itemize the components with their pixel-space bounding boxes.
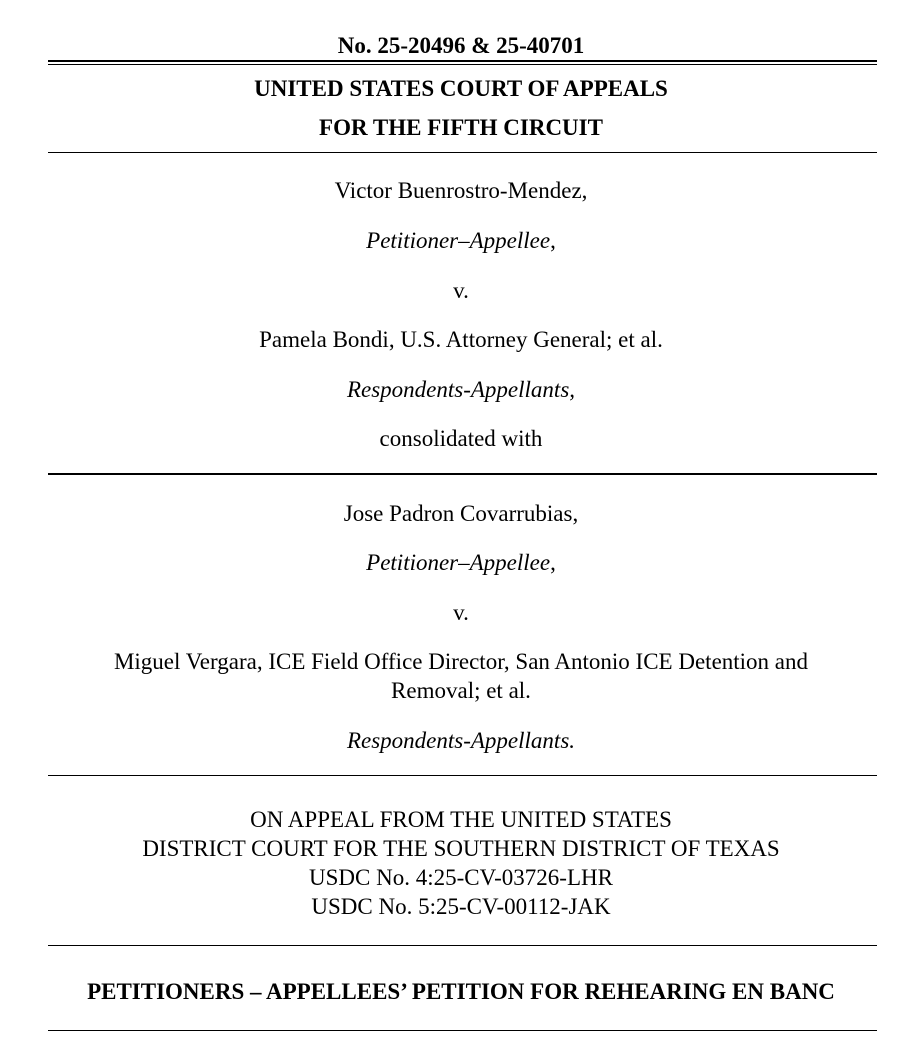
case1-petitioner-name: Victor Buenrostro-Mendez,	[334, 178, 588, 203]
case1-versus: v.	[453, 278, 469, 303]
case1-respondent-role: Respondents-Appellants,	[346, 377, 576, 402]
parties-rule	[48, 775, 877, 776]
case2-respondent-name-line2: Removal; et al.	[391, 678, 531, 703]
case1-petitioner-role	[0, 227, 922, 255]
consolidation-rule	[48, 473, 877, 475]
header-double-rule-bottom	[48, 64, 877, 65]
case2-petitioner-name: Jose Padron Covarrubias,	[343, 501, 579, 526]
case1-respondent-name: Pamela Bondi, U.S. Attorney General; et al.	[259, 327, 663, 352]
case2-petitioner-role-text: Petitioner–Appellee	[366, 550, 551, 575]
appeal-docket-1: USDC No. 4:25-CV-03726-LHR	[309, 865, 613, 890]
appeal-docket-2: USDC No. 5:25-CV-00112-JAK	[311, 894, 611, 919]
appeal-rule	[48, 945, 877, 946]
case2-versus: v.	[453, 600, 469, 625]
case2-petitioner-role-comma: ,	[550, 550, 556, 575]
case2-petitioner-role	[0, 549, 922, 577]
header-double-rule-top	[48, 60, 877, 62]
case2-respondent-name-line1: Miguel Vergara, ICE Field Office Director, San Antonio ICE Detention and	[113, 649, 809, 674]
case-number: No. 25-20496 & 25-40701	[337, 33, 585, 58]
court-circuit: FOR THE FIFTH CIRCUIT	[319, 115, 603, 140]
court-name: UNITED STATES COURT OF APPEALS	[254, 76, 668, 101]
petition-title: PETITIONERS – APPELLEES’ PETITION FOR REHEARING EN BANC	[87, 979, 835, 1004]
title-rule	[48, 1030, 877, 1031]
court-rule	[48, 152, 877, 153]
appeal-line2: DISTRICT COURT FOR THE SOUTHERN DISTRICT OF TEXAS	[142, 836, 780, 861]
consolidated-with: consolidated with	[379, 426, 543, 451]
case2-respondent-role: Respondents-Appellants.	[346, 728, 576, 753]
case1-petitioner-role-comma: ,	[550, 228, 556, 253]
appeal-line1: ON APPEAL FROM THE UNITED STATES	[250, 807, 672, 832]
case1-petitioner-role-text: Petitioner–Appellee	[366, 228, 551, 253]
